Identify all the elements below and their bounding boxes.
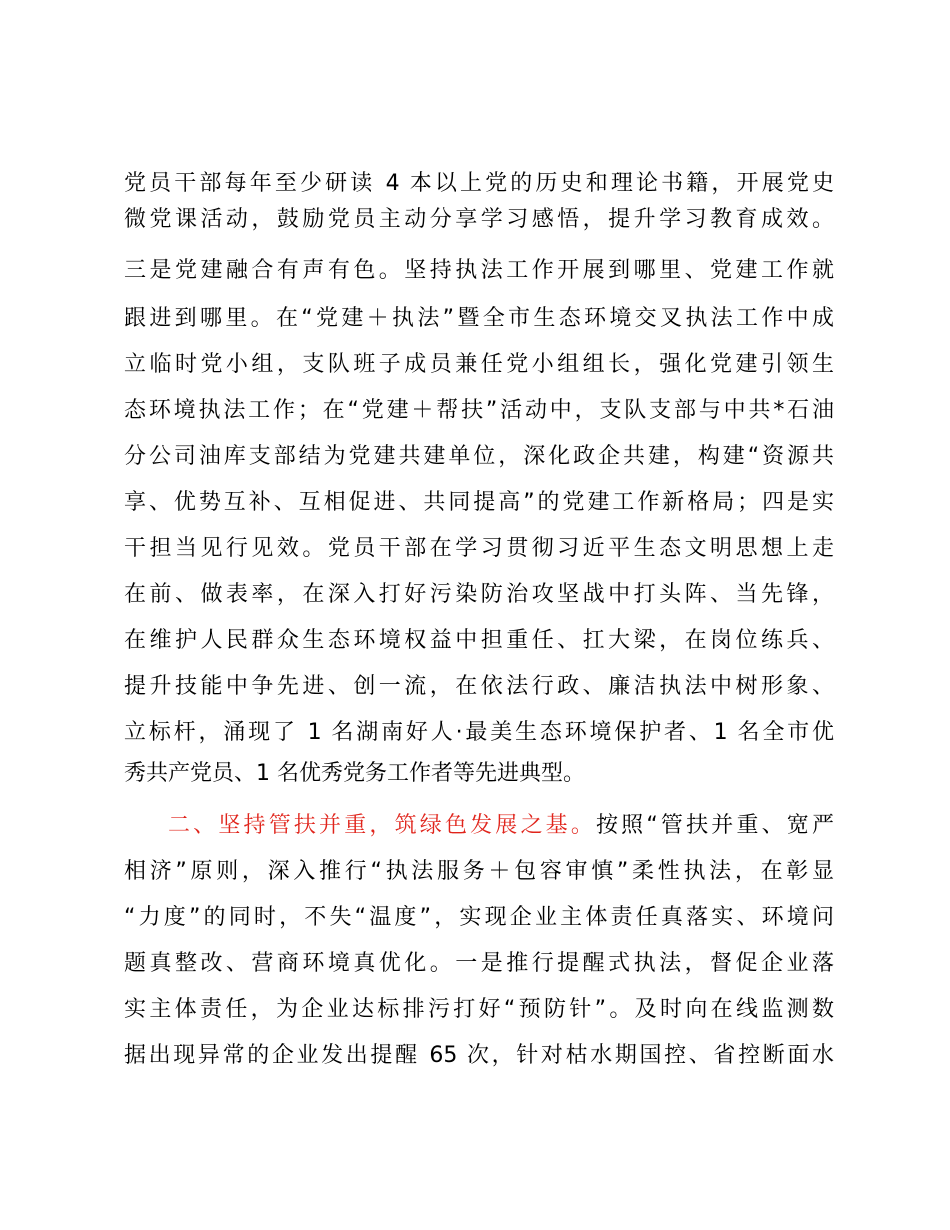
paragraph-2-line-6: 据出现异常的企业发出提醒 65 次，针对枯水期国控、省控断面水 [124,1043,834,1068]
paragraph-1-line-7: 分公司油库支部结为党建共建单位，深化政企共建，构建“资源共 [124,444,834,469]
paragraph-1-line-3: 三是党建融合有声有色。坚持执法工作开展到哪里、党建工作就 [124,258,834,283]
paragraph-2-line-3: “力度”的同时，不失“温度”，实现企业主体责任真落实、环境问 [124,905,834,930]
paragraph-2-line-2: 相济”原则，深入推行“执法服务＋包容审慎”柔性执法，在彰显 [124,859,834,884]
paragraph-1-line-10: 在前、做表率，在深入打好污染防治攻坚战中打头阵、当先锋， [124,582,834,607]
paragraph-1-line-9: 干担当见行见效。党员干部在学习贯彻习近平生态文明思想上走 [124,536,834,561]
paragraph-2-line-1-rest: 按照“管扶并重、宽严 [596,813,834,838]
paragraph-2-line-5: 实主体责任，为企业达标排污打好“预防针”。及时向在线监测数 [124,997,834,1022]
paragraph-1-line-4: 跟进到哪里。在“党建＋执法”暨全市生态环境交叉执法工作中成 [124,306,834,331]
paragraph-1-line-6: 态环境执法工作；在“党建＋帮扶”活动中，支队支部与中共*石油 [124,398,834,423]
paragraph-1-line-13: 立标杆，涌现了 1 名湖南好人·最美生态环境保护者、1 名全市优 [124,720,834,745]
paragraph-1-line-5: 立临时党小组，支队班子成员兼任党小组组长，强化党建引领生 [124,352,834,377]
paragraph-1-line-1: 党员干部每年至少研读 4 本以上党的历史和理论书籍，开展党史 [124,171,834,196]
section-heading: 二、坚持管扶并重，筑绿色发展之基。 [168,813,596,838]
paragraph-1-line-14: 秀共产党员、1 名优秀党务工作者等先进典型。 [124,761,585,786]
paragraph-2-line-1 [168,808,834,844]
paragraph-1-line-2: 微党课活动，鼓励党员主动分享学习感悟，提升学习教育成效。 [124,207,834,232]
paragraph-1-line-12: 提升技能中争先进、创一流，在依法行政、廉洁执法中树形象、 [124,674,834,699]
paragraph-1-line-11: 在维护人民群众生态环境权益中担重任、扛大梁，在岗位练兵、 [124,628,834,653]
paragraph-2-line-4: 题真整改、营商环境真优化。一是推行提醒式执法，督促企业落 [124,951,834,976]
paragraph-1-line-8: 享、优势互补、互相促进、共同提高”的党建工作新格局；四是实 [124,490,834,515]
